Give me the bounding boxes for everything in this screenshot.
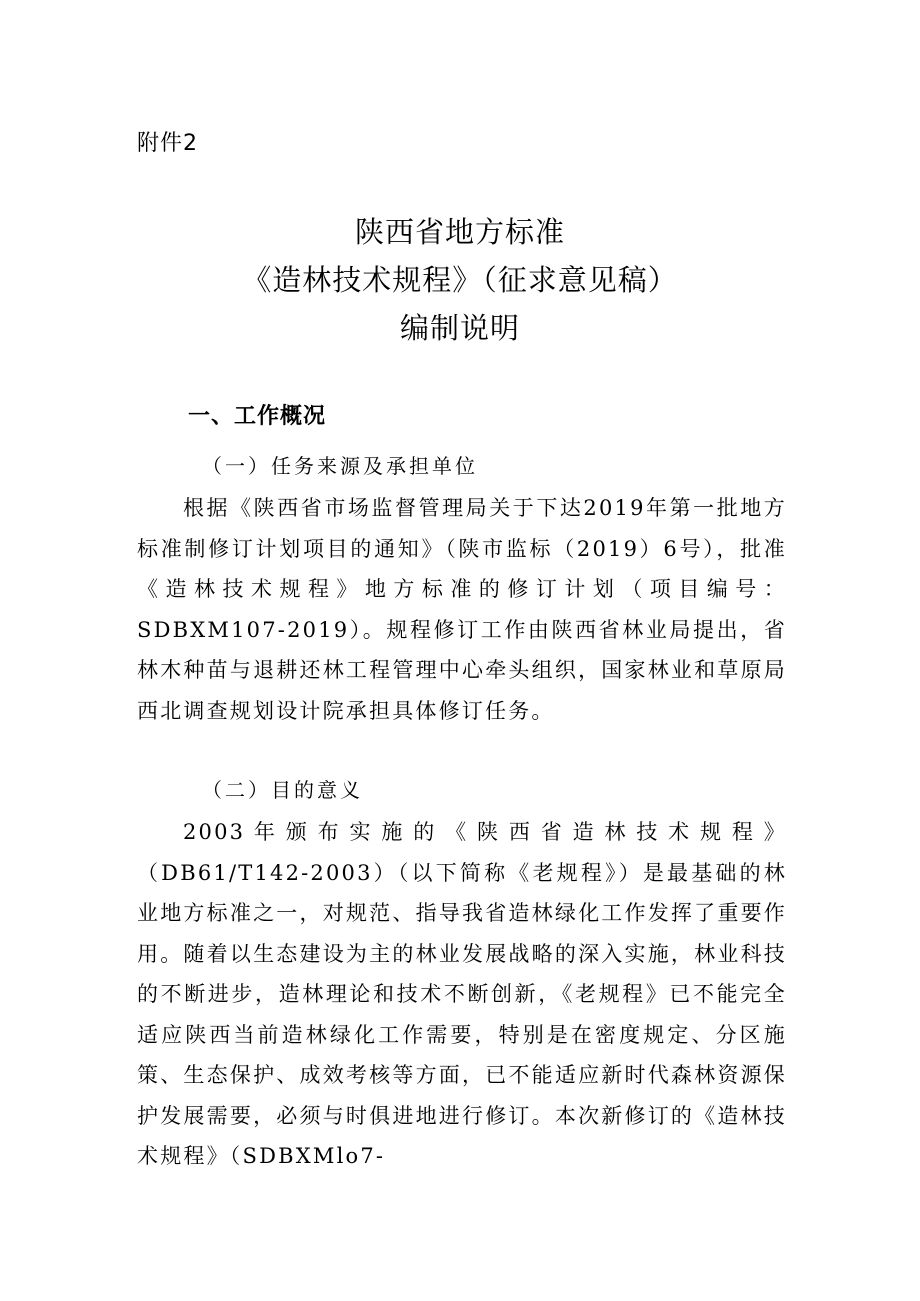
paragraph-purpose: 2003年颁布实施的《陕西省造林技术规程》（DB61/T142-2003）（以下简称《老规程》）是最基础的林业地方标准之一，对规范、指导我省造林绿化工作发挥了重要作用。随着以生态建设为主的林业发展战略的深入实施，林业科技的不断进步，造林理论和技术不断创新，《老规程》已不能完全适应陕西当前造林绿化工作需要，特别是在密度规定、分区施策、生态保护、成效考核等方面，已不能适应新时代森林资源保护发展需要，必须与时俱进地进行修订。本次新修订的《造林技术规程》（SDBXMlo7- — [137, 820, 787, 1168]
paragraph-task-source: 根据《陕西省市场监督管理局关于下达2019年第一批地方标准制修订计划项目的通知》（陕市监标（2019）6号），批准《造林技术规程》地方标准的修订计划（项目编号：SDBXM107-2019）。规程修订工作由陕西省林业局提出，省林木种苗与退耕还林工程管理中心牵头组织，国家林业和草原局西北调查规划设计院承担具体修订任务。 — [137, 496, 787, 723]
document-title-line-1: 陕西省地方标准 — [354, 215, 565, 249]
document-title-line-3: 编制说明 — [399, 311, 520, 345]
document-title-line-2: 《造林技术规程》（征求意见稿） — [242, 263, 678, 297]
subsection-heading-purpose: （二）目的意义 — [202, 778, 363, 802]
attachment-label: 附件2 — [137, 131, 198, 156]
subsection-heading-task-source: （一）任务来源及承担单位 — [202, 454, 478, 478]
section-heading: 一、工作概况 — [188, 404, 327, 429]
